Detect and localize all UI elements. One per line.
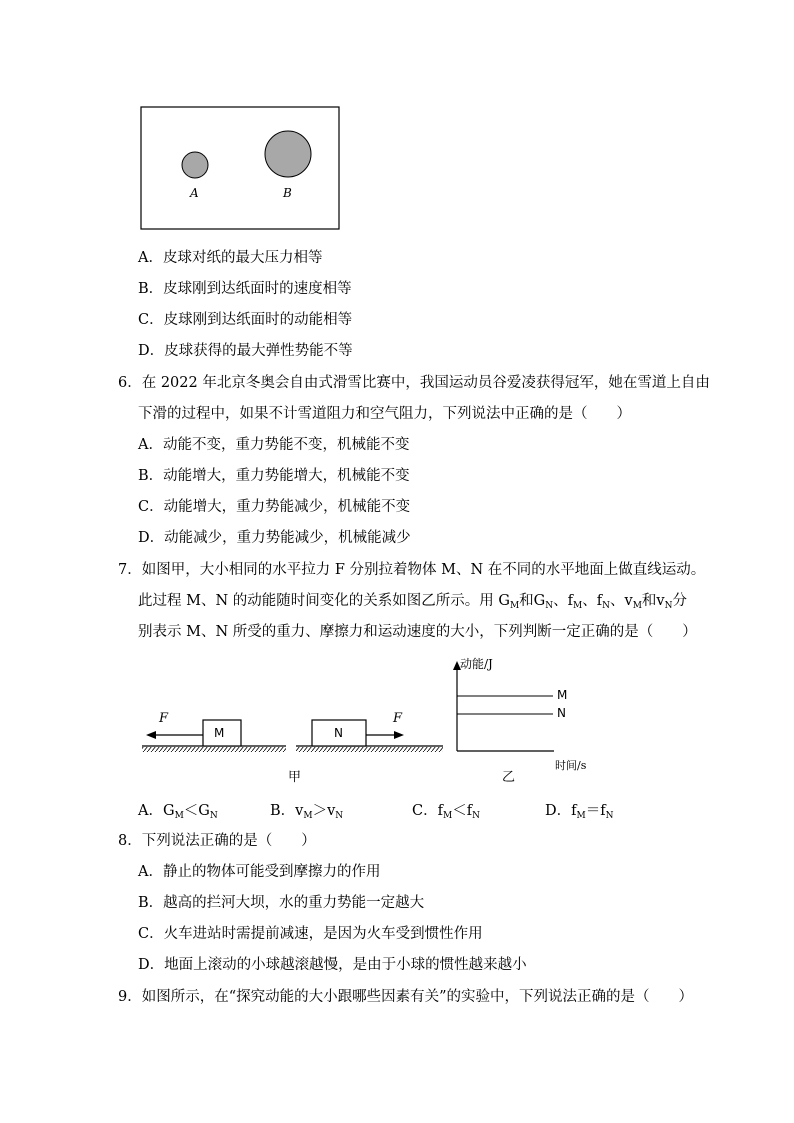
y-axis-label: 动能/J <box>460 657 493 671</box>
frame-border <box>141 107 339 229</box>
q7-stem-line2: 此过程 M、N 的动能随时间变化的关系如图乙所示。用 $G_M$和$G_N$、$f_M$、$f_N$、$v_M$和$v_N$分 <box>138 593 687 611</box>
q8-option-d: D．地面上滚动的小球越滚越慢，是由于小球的惯性越来越小 <box>138 957 527 973</box>
q7-option-c: C．$f_M<f_N$ <box>412 803 480 821</box>
q8-option-a: A．静止的物体可能受到摩擦力的作用 <box>138 864 381 880</box>
ball-b-label: B <box>283 186 292 200</box>
q9-stem: 9．如图所示，在“探究动能的大小跟哪些因素有关”的实验中，下列说法正确的是（ ） <box>118 989 694 1005</box>
force-label-left: F <box>159 711 169 726</box>
q6-option-b: B．动能增大，重力势能增大，机械能不变 <box>138 468 410 484</box>
balls-frame <box>140 106 342 232</box>
q8-stem: 8．下列说法正确的是（ ） <box>118 833 316 849</box>
ground-left-hatch <box>142 747 286 752</box>
q6-stem-line1: 6．在 2022 年北京冬奥会自由式滑雪比赛中，我国运动员谷爱凌获得冠军，她在雪道上自由 <box>118 375 710 391</box>
q7-option-a: A．$G_M<G_N$ <box>138 803 218 821</box>
q7-stem-line1: 7．如图甲，大小相同的水平拉力 F 分别拉着物体 M、N 在不同的水平地面上做直线运动。 <box>118 562 706 578</box>
block-m-label: M <box>214 726 225 740</box>
q8-option-b: B．越高的拦河大坝，水的重力势能一定越大 <box>138 895 425 911</box>
q5-option-c: C．皮球刚到达纸面时的动能相等 <box>138 312 353 328</box>
figure-yi-caption: 乙 <box>502 770 516 785</box>
figure-jia-caption: 甲 <box>288 770 302 785</box>
ground-right-hatch <box>296 747 443 752</box>
force-arrowhead-right <box>394 731 404 739</box>
x-axis-label: 时间/s <box>555 759 587 772</box>
q6-option-c: C．动能增大，重力势能减少，机械能不变 <box>138 499 411 515</box>
line-m-label: M <box>557 688 568 702</box>
q7-stem-line3: 别表示 M、N 所受的重力、摩擦力和运动速度的大小，下列判断一定正确的是（ ） <box>138 624 697 640</box>
line-n-label: N <box>557 706 566 720</box>
ball-a <box>182 152 208 178</box>
q8-option-c: C．火车进站时需提前减速，是因为火车受到惯性作用 <box>138 926 483 942</box>
q5-option-b: B．皮球刚到达纸面时的速度相等 <box>138 281 352 297</box>
q7-option-d: D．$f_M=f_N$ <box>545 803 614 821</box>
q7-option-b: B．$v_M>v_N$ <box>270 803 344 821</box>
ball-b <box>265 131 311 177</box>
q6-option-a: A．动能不变，重力势能不变，机械能不变 <box>138 437 410 453</box>
q6-option-d: D．动能减少，重力势能减少，机械能减少 <box>138 530 411 546</box>
q6-stem-line2: 下滑的过程中，如果不计雪道阻力和空气阻力，下列说法中正确的是（ ） <box>138 406 631 422</box>
ball-a-label: A <box>190 186 199 200</box>
q5-option-a: A．皮球对纸的最大压力相等 <box>138 250 323 266</box>
force-arrowhead-left <box>146 731 156 739</box>
q5-option-d: D．皮球获得的最大弹性势能不等 <box>138 343 353 359</box>
block-n-label: N <box>334 726 343 740</box>
force-label-right: F <box>393 711 403 726</box>
